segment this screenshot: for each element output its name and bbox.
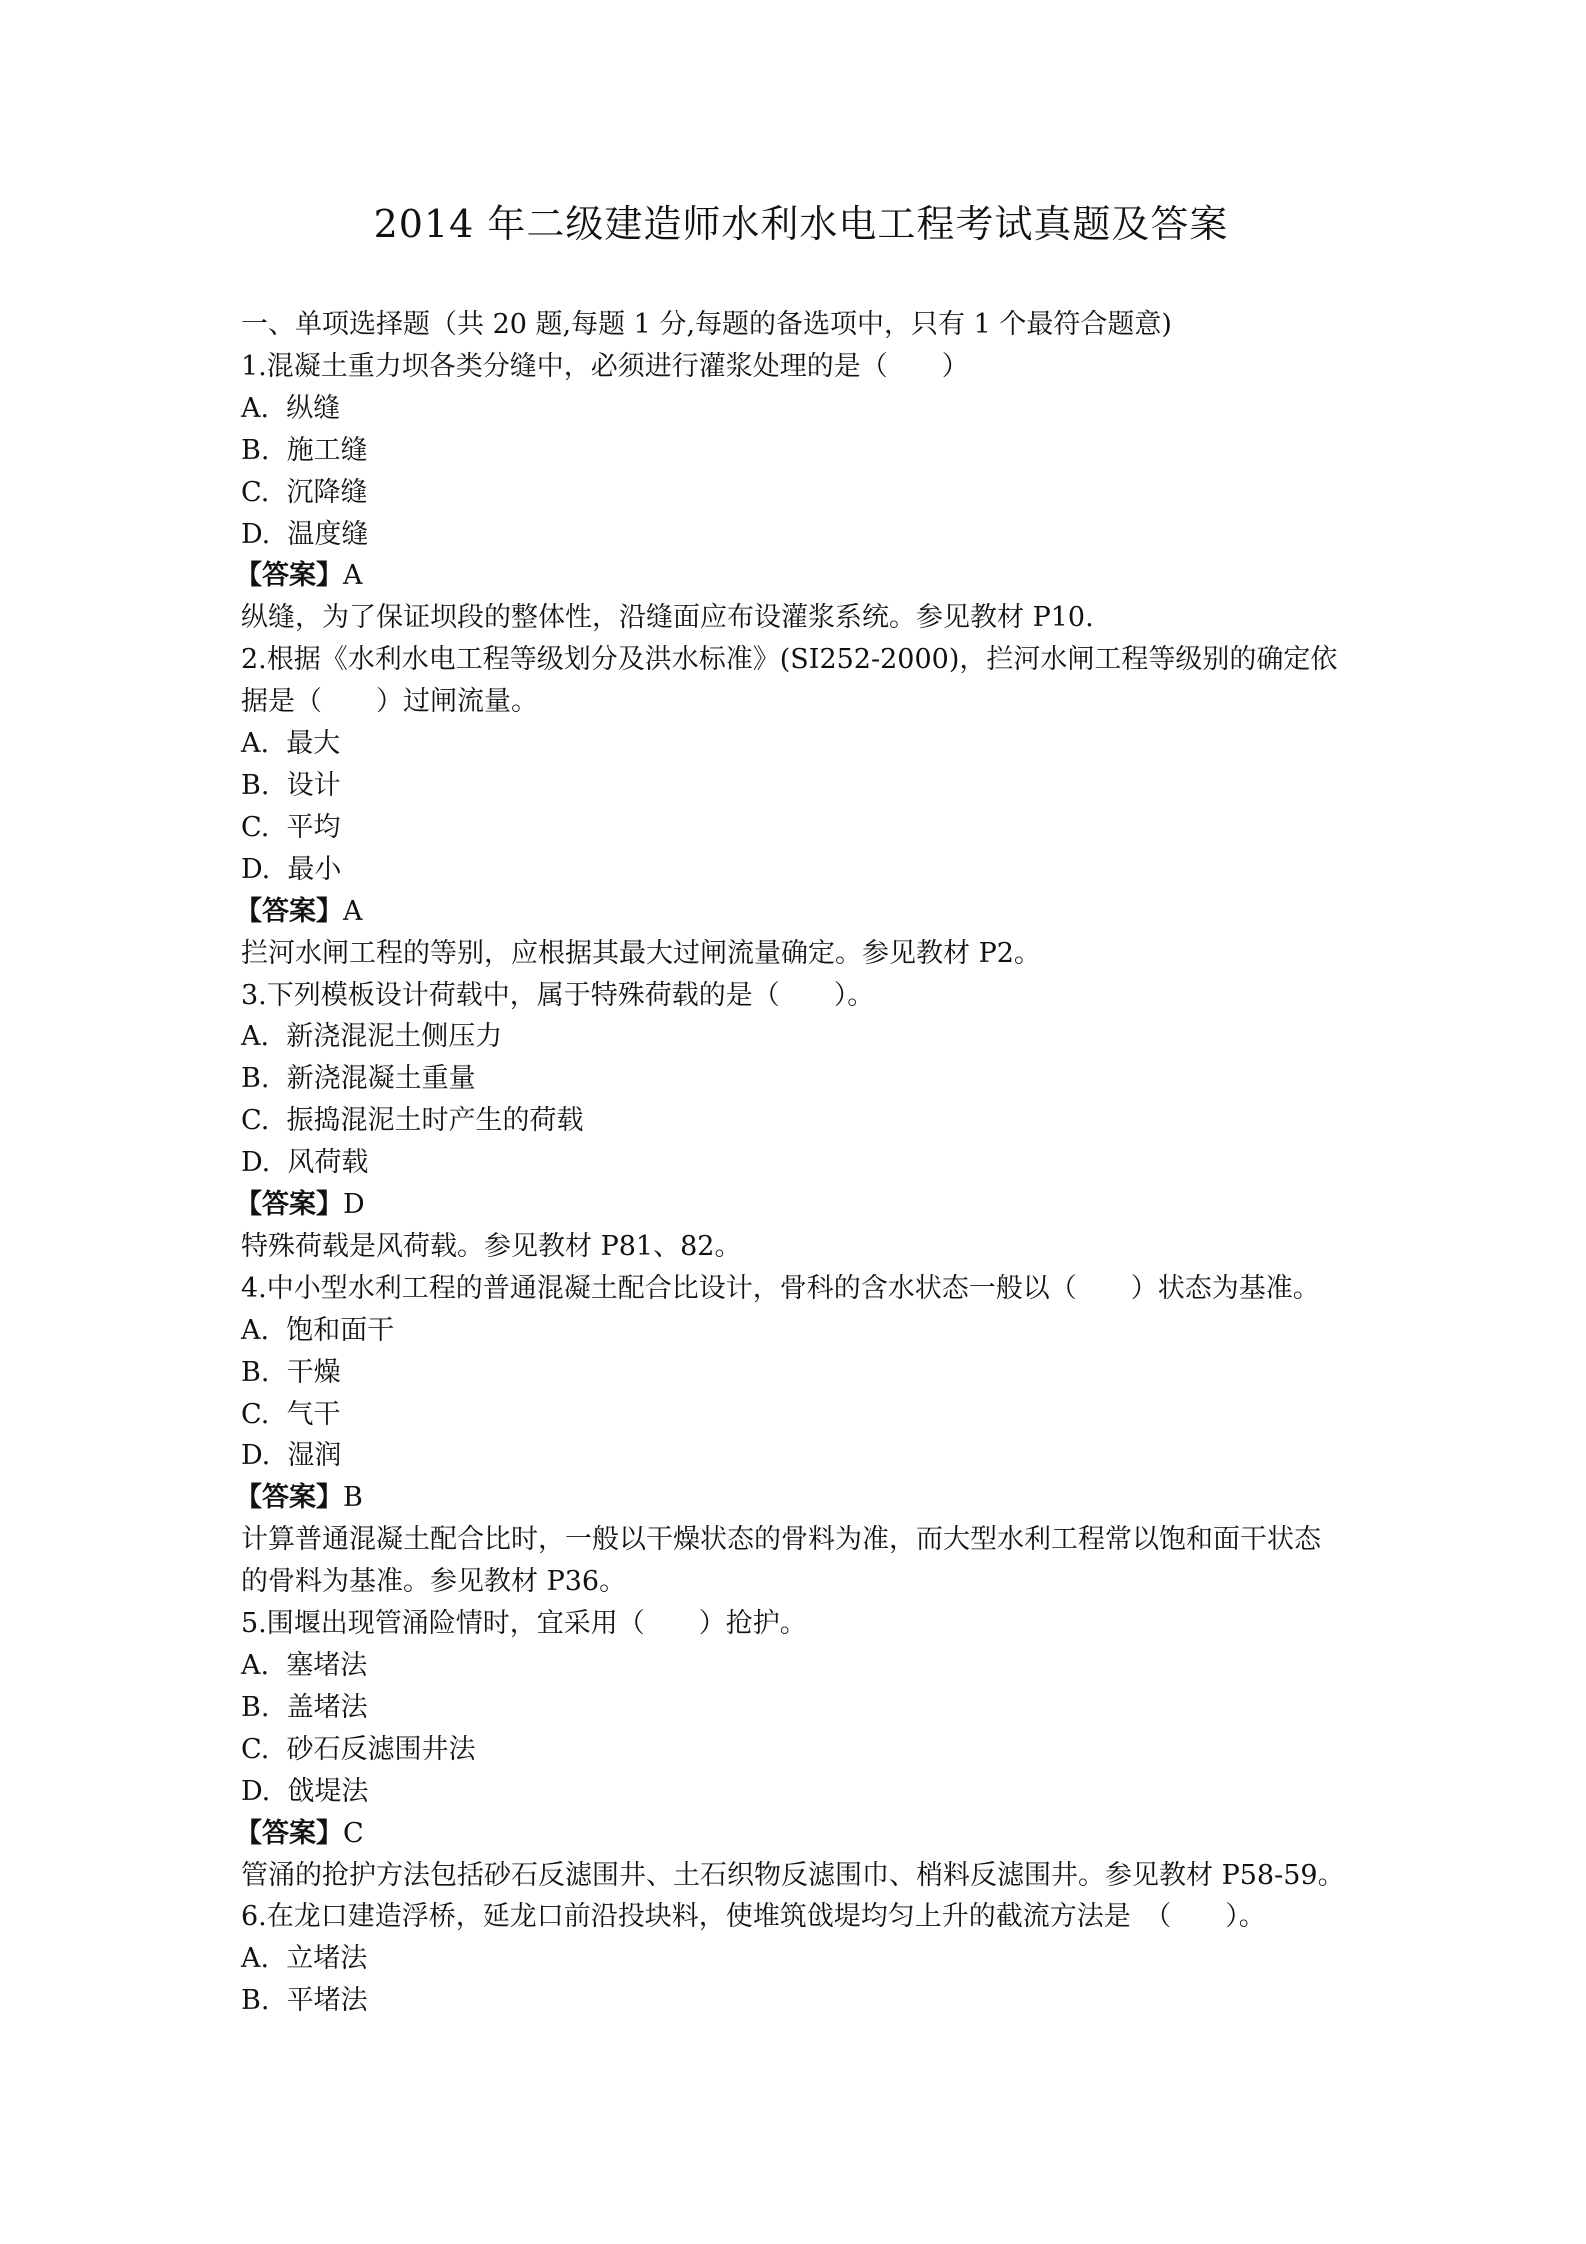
question-4: [235, 1268, 1361, 1603]
question-2: [235, 639, 1361, 974]
answer-line: [235, 891, 1361, 933]
question-stem: 2.根据《水利水电工程等级划分及洪水标准》(SI252-2000)，拦河水闸工程等级别的确定依: [241, 644, 1338, 676]
answer-label: 【答案】: [235, 1482, 343, 1514]
option-c: C. 气干: [241, 1398, 341, 1430]
explanation: 拦河水闸工程的等别，应根据其最大过闸流量确定。参见教材 P2。: [241, 937, 1041, 969]
answer-value: C: [343, 1817, 364, 1849]
answer-line: [235, 555, 1361, 597]
question-stem: 3.下列模板设计荷载中，属于特殊荷载的是（ ）。: [241, 979, 875, 1011]
answer-line: [235, 1184, 1361, 1226]
option-a: A. 新浇混泥土侧压力: [241, 1021, 503, 1053]
document-page: [235, 196, 1361, 2022]
answer-label: 【答案】: [235, 1817, 343, 1849]
option-c: C. 沉降缝: [241, 476, 368, 508]
option-b: B. 施工缝: [241, 434, 368, 466]
explanation: 计算普通混凝土配合比时，一般以干燥状态的骨料为准，而大型水利工程常以饱和面干状态: [241, 1524, 1321, 1556]
explanation: 纵缝，为了保证坝段的整体性，沿缝面应布设灌浆系统。参见教材 P10.: [241, 602, 1094, 634]
option-a: A. 纵缝: [241, 392, 341, 424]
option-d: D. 最小: [241, 853, 342, 885]
option-d: D. 戗堤法: [241, 1775, 369, 1807]
question-3: [235, 975, 1361, 1268]
question-stem: 6.在龙口建造浮桥，延龙口前沿投块料，使堆筑戗堤均匀上升的截流方法是 （ ）。: [241, 1901, 1266, 1933]
option-b: B. 盖堵法: [241, 1691, 368, 1723]
option-d: D. 温度缝: [241, 518, 369, 550]
option-b: B. 设计: [241, 769, 341, 801]
option-d: D. 湿润: [241, 1440, 342, 1472]
explanation-continued: 的骨料为基准。参见教材 P36。: [241, 1566, 627, 1598]
option-d: D. 风荷载: [241, 1147, 369, 1179]
answer-line: [235, 1477, 1361, 1519]
question-6: [241, 1896, 1361, 2022]
option-c: C. 平均: [241, 811, 341, 843]
answer-value: D: [343, 1189, 365, 1221]
question-stem: 5.围堰出现管涌险情时，宜采用（ ）抢护。: [241, 1608, 807, 1640]
answer-label: 【答案】: [235, 560, 343, 592]
option-a: A. 立堵法: [241, 1943, 368, 1975]
option-b: B. 新浇混凝土重量: [241, 1063, 476, 1095]
section-heading: 一、单项选择题（共 20 题,每题 1 分,每题的备选项中，只有 1 个最符合题意): [241, 309, 1172, 340]
explanation: 特殊荷载是风荷载。参见教材 P81、82。: [241, 1230, 742, 1262]
answer-line: [235, 1813, 1361, 1855]
question-stem-continued: 据是（ ）过闸流量。: [241, 686, 538, 718]
option-a: A. 饱和面干: [241, 1314, 395, 1346]
answer-value: A: [343, 895, 363, 927]
option-a: A. 最大: [241, 728, 341, 760]
answer-label: 【答案】: [235, 1189, 343, 1221]
question-5: [235, 1603, 1361, 1896]
option-c: C. 砂石反滤围井法: [241, 1733, 476, 1765]
explanation: 管涌的抢护方法包括砂石反滤围井、土石织物反滤围巾、梢料反滤围井。参见教材 P58-59。: [241, 1859, 1345, 1891]
question-stem: 4.中小型水利工程的普通混凝土配合比设计，骨科的含水状态一般以（ ）状态为基准。: [241, 1272, 1320, 1304]
question-1: [235, 346, 1361, 639]
option-b: B. 干燥: [241, 1356, 341, 1388]
option-c: C. 振捣混泥土时产生的荷载: [241, 1105, 584, 1137]
document-title: 2014 年二级建造师水利水电工程考试真题及答案: [373, 202, 1229, 246]
answer-label: 【答案】: [235, 895, 343, 927]
option-a: A. 塞堵法: [241, 1650, 368, 1681]
option-b: B. 平堵法: [241, 1985, 368, 2017]
question-stem: 1.混凝土重力坝各类分缝中，必须进行灌浆处理的是（ ）: [241, 350, 969, 382]
answer-value: B: [343, 1482, 363, 1514]
answer-value: A: [343, 560, 363, 592]
